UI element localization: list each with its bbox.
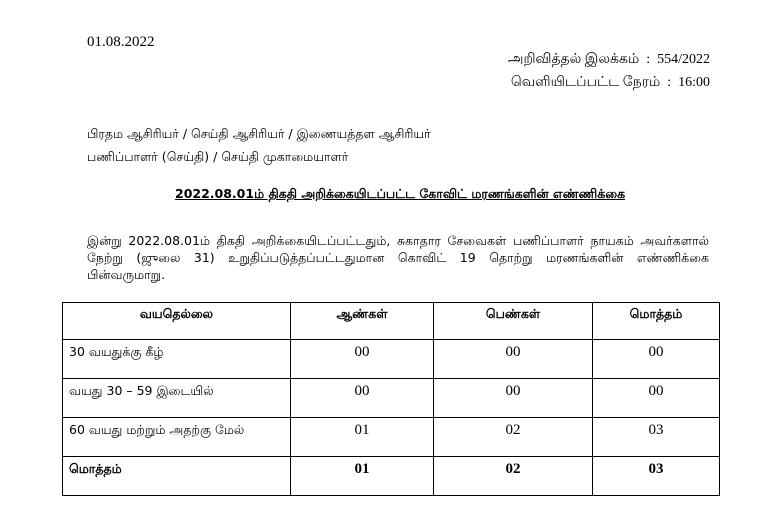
release-time-label: வெளியிடப்பட்ட நேரம் [510,75,661,90]
document-title: 2022.08.01ம் திகதி அறிக்கையிடப்பட்ட கோவிட் மரணங்களின் எண்ணிக்கை [175,186,626,201]
table-header-row [63,303,720,340]
recipients-line-1: பிரதம ஆசிரியர் / செய்தி ஆசிரியர் / இணையத்தள ஆசிரியர் [87,126,431,141]
grand-total-cell: 03 [593,457,720,496]
recipients-line-2: பணிப்பாளர் (செய்தி) / செய்தி முகாமையாளர் [87,149,349,164]
table-row [63,340,720,379]
colon-separator: : [660,75,679,90]
table-row [63,418,720,457]
header-age-range: வயதெல்லை [63,303,291,340]
table-total-row [63,457,720,496]
females-cell: 02 [434,418,593,457]
females-cell: 00 [434,379,593,418]
males-cell: 01 [291,418,434,457]
header-total: மொத்தம் [593,303,720,340]
age-range-cell: 60 வயது மற்றும் அதற்கு மேல் [63,418,291,457]
document-date: 01.08.2022 [87,34,155,50]
total-cell: 00 [593,379,720,418]
males-cell: 00 [291,379,434,418]
total-cell: 00 [593,340,720,379]
covid-deaths-table [62,302,720,496]
announcement-number-value: 554/2022 [657,52,710,67]
header-females: பெண்கள் [434,303,593,340]
females-total-cell: 02 [434,457,593,496]
announcement-number-label: அறிவித்தல் இலக்கம் [507,52,640,67]
body-paragraph: இன்று 2022.08.01ம் திகதி அறிக்கையிடப்பட்டதும், சுகாதார சேவைகள் பணிப்பாளர் நாயகம் அவர்களால் நேற்று (ஜுலை 31) உறுதிப்படுத்தப்பட்டதுமான கொவிட் 19 தொற்று மரணங்களின் எண்ணிக்கை பின்வருமாறு. [87,233,709,282]
header-males: ஆண்கள் [291,303,434,340]
total-label-cell: மொத்தம் [63,457,291,496]
age-range-cell: வயது 30 – 59 இடையில் [63,379,291,418]
males-total-cell: 01 [291,457,434,496]
announcement-number [508,52,710,69]
age-range-cell: 30 வயதுக்கு கீழ் [63,340,291,379]
release-time-value: 16:00 [678,75,710,90]
release-time [511,75,710,92]
colon-separator: : [639,52,658,67]
males-cell: 00 [291,340,434,379]
females-cell: 00 [434,340,593,379]
total-cell: 03 [593,418,720,457]
table-row [63,379,720,418]
